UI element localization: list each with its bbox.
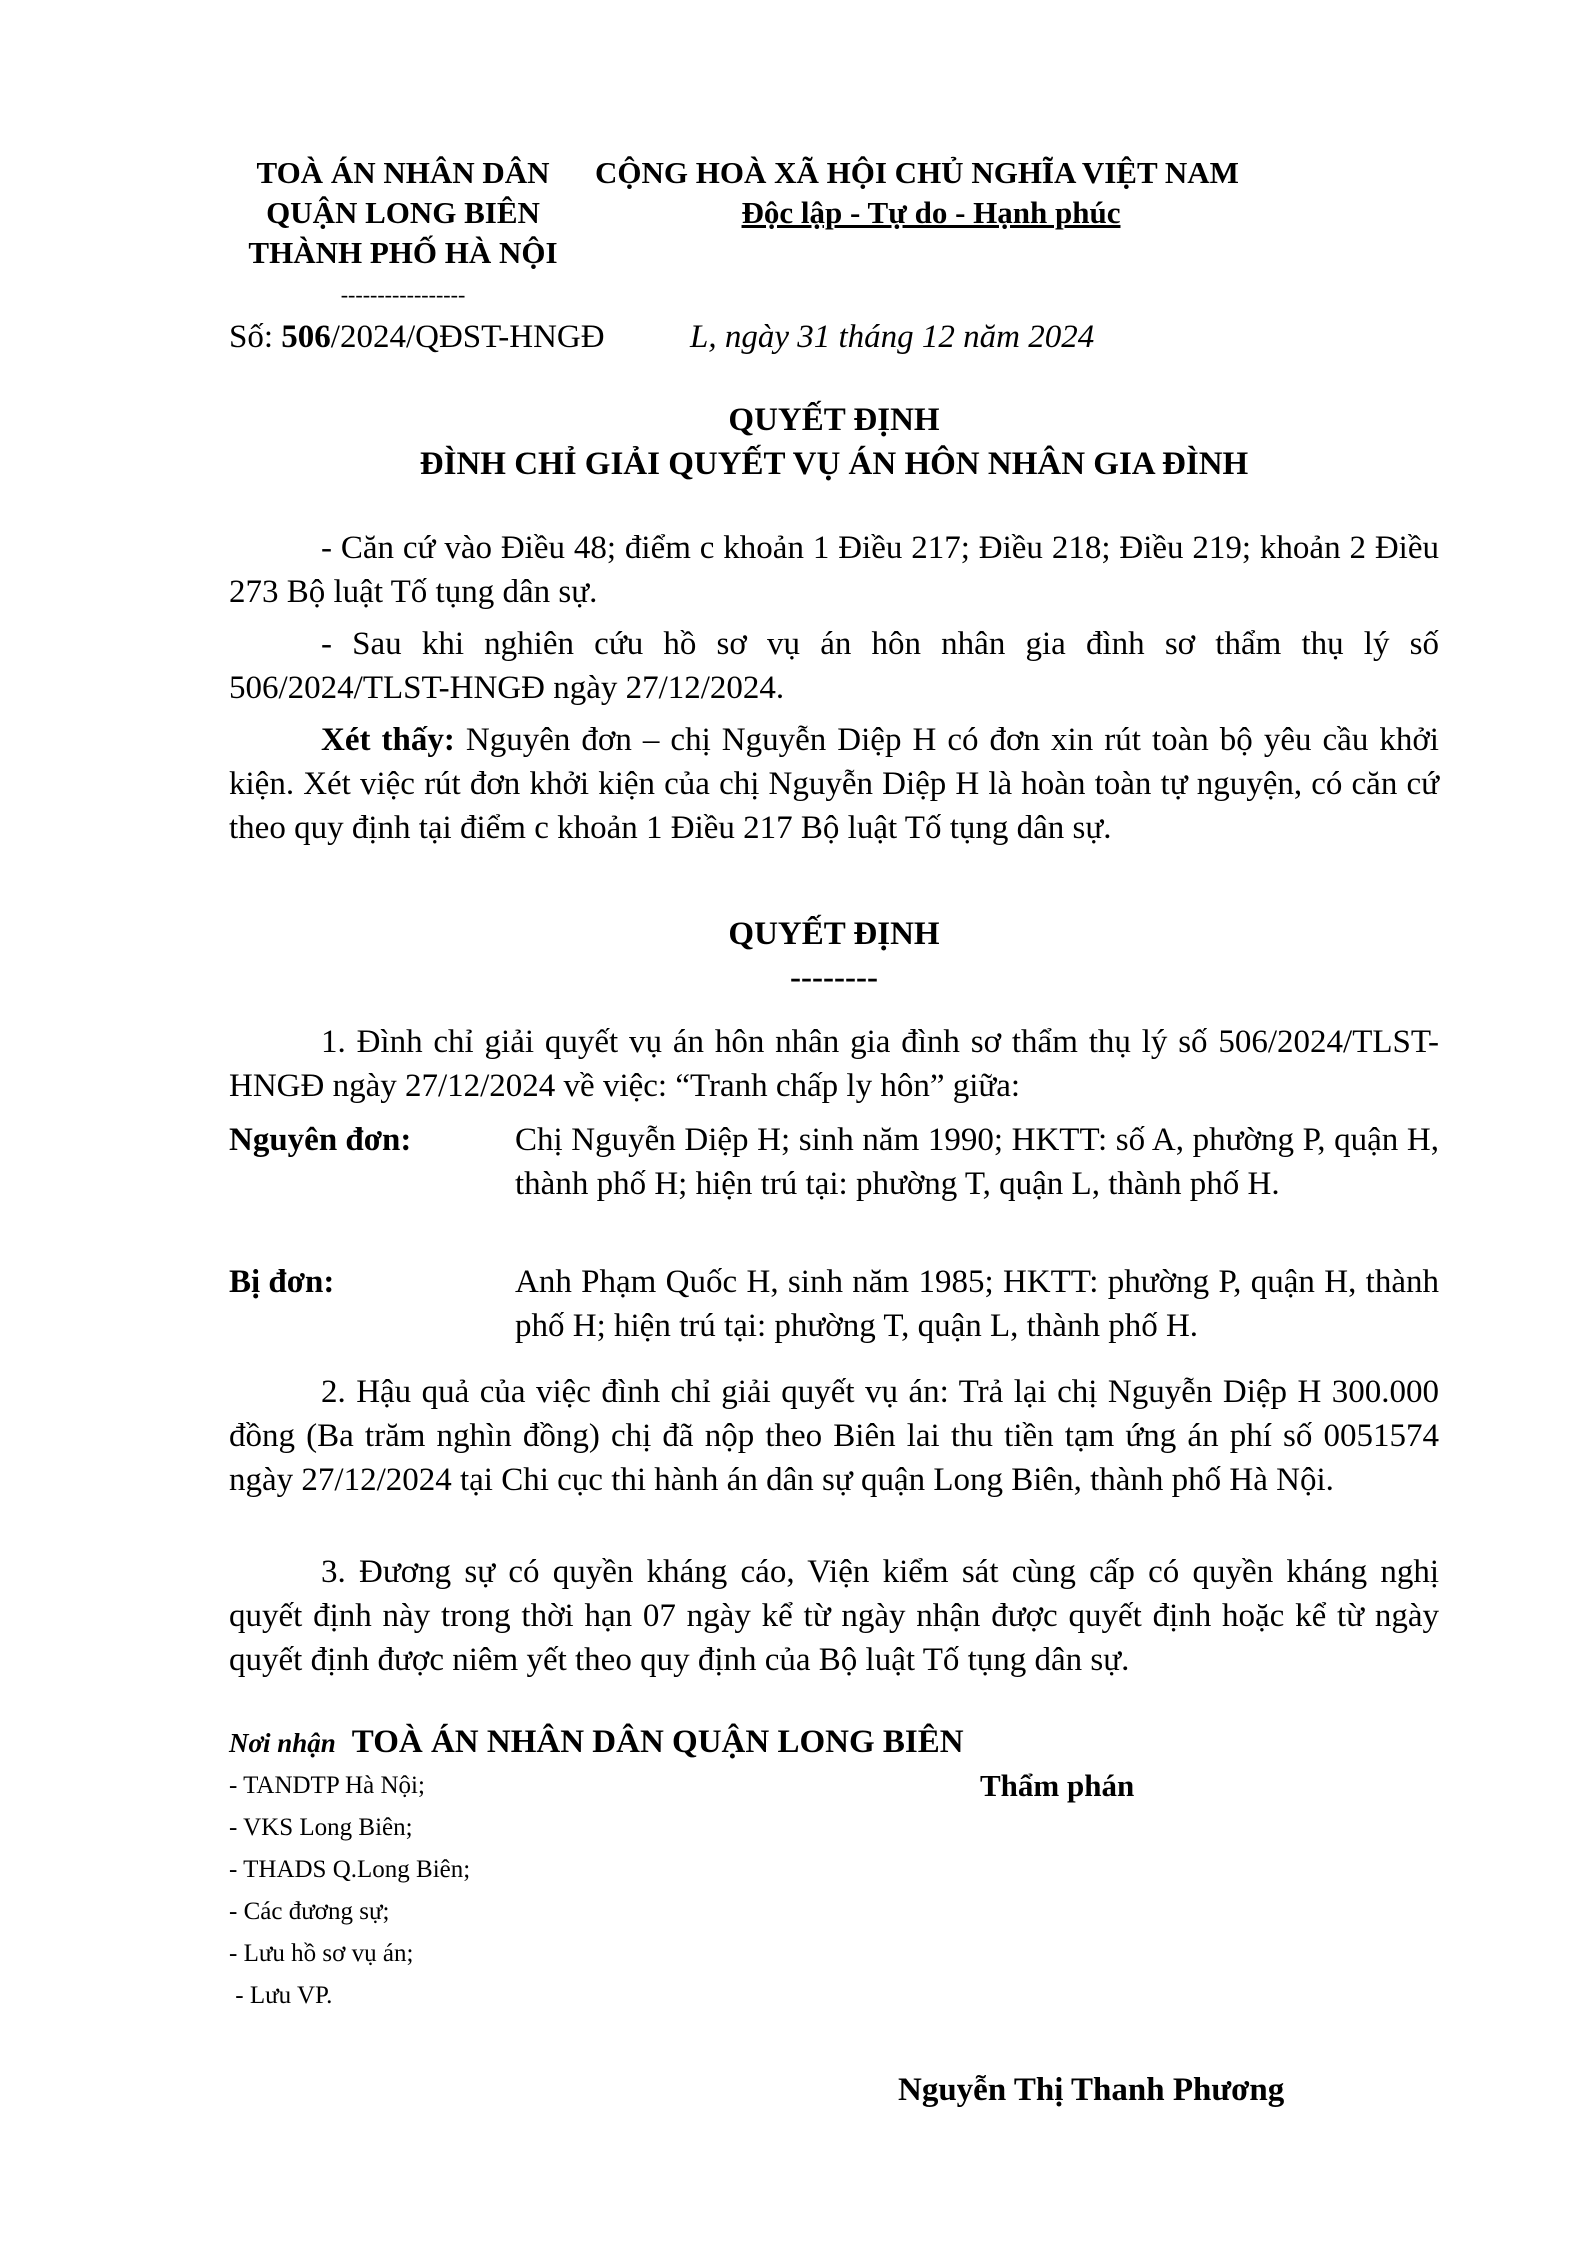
court-divider: ----------------- bbox=[340, 282, 466, 307]
decision-item-1: 1. Đình chỉ giải quyết vụ án hôn nhân gia đình sơ thẩm thụ lý số 506/2024/TLST-HNGĐ ngày 27/12/2024 về việc: “Tranh chấp ly hôn” giữa: bbox=[229, 1024, 1439, 1104]
decision-divider: -------- bbox=[790, 960, 878, 996]
legal-basis-1: - Căn cứ vào Điều 48; điểm c khoản 1 Điều 217; Điều 218; Điều 219; khoản 2 Điều 273 Bộ luật Tố tụng dân sự. bbox=[229, 530, 1439, 610]
decision-subtitle: ĐÌNH CHỈ GIẢI QUYẾT VỤ ÁN HÔN NHÂN GIA ĐÌNH bbox=[419, 446, 1249, 482]
considering-text: Nguyên đơn – chị Nguyễn Diệp H có đơn xin rút toàn bộ yêu cầu khởi kiện. Xét việc rút đơn khởi kiện của chị Nguyễn Diệp H là hoàn toàn tự nguyện, có căn cứ theo quy định tại điểm c khoản 1 Điều 217 Bộ luật Tố tụng dân sự. bbox=[229, 722, 1439, 846]
recipient-item: - TANDTP Hà Nội; bbox=[229, 1772, 425, 1799]
recipient-item: - THADS Q.Long Biên; bbox=[229, 1856, 471, 1883]
plaintiff-label: Nguyên đơn: bbox=[229, 1122, 412, 1158]
motto-wrap bbox=[595, 193, 1267, 233]
doc-number-suffix: /2024/QĐST-HNGĐ bbox=[330, 319, 605, 355]
court-signature-block: TOÀ ÁN NHÂN DÂN QUẬN LONG BIÊN bbox=[351, 1724, 964, 1760]
court-name-line3: THÀNH PHỐ HÀ NỘI bbox=[248, 235, 558, 270]
recipient-item: - Lưu hồ sơ vụ án; bbox=[229, 1940, 414, 1967]
recipient-item: - Lưu VP. bbox=[229, 1982, 333, 2009]
court-name-line1: TOÀ ÁN NHÂN DÂN bbox=[256, 155, 550, 190]
doc-number-prefix: Số: bbox=[229, 319, 282, 355]
signer-title: Thẩm phán bbox=[980, 1768, 1135, 1803]
motto: Độc lập - Tự do - Hạnh phúc bbox=[741, 195, 1121, 230]
recipient-item: - Các đương sự; bbox=[229, 1898, 390, 1925]
decision-title: QUYẾT ĐỊNH bbox=[728, 402, 940, 438]
legal-basis-2: - Sau khi nghiên cứu hồ sơ vụ án hôn nhân gia đình sơ thẩm thụ lý số 506/2024/TLST-HNGĐ ngày 27/12/2024. bbox=[229, 626, 1439, 706]
place-date: L, ngày 31 tháng 12 năm 2024 bbox=[690, 319, 1095, 355]
document-number bbox=[229, 315, 605, 359]
signer-name: Nguyễn Thị Thanh Phương bbox=[898, 2072, 1285, 2108]
recipient-item: - VKS Long Biên; bbox=[229, 1814, 413, 1841]
nation-name: CỘNG HOÀ XÃ HỘI CHỦ NGHĨA VIỆT NAM bbox=[595, 155, 1239, 190]
recipients-label: Nơi nhận bbox=[229, 1728, 336, 1758]
court-name-line2: QUẬN LONG BIÊN bbox=[266, 195, 540, 230]
considering-paragraph bbox=[229, 718, 1439, 850]
defendant-details: Anh Phạm Quốc H, sinh năm 1985; HKTT: phường P, quận H, thành phố H; hiện trú tại: phường T, quận L, thành phố H. bbox=[515, 1264, 1439, 1344]
defendant-label: Bị đơn: bbox=[229, 1264, 335, 1300]
doc-number-value: 506 bbox=[281, 319, 331, 355]
decision-heading: QUYẾT ĐỊNH bbox=[728, 916, 940, 952]
considering-label: Xét thấy: bbox=[321, 722, 455, 758]
footer-line bbox=[229, 1724, 964, 1761]
decision-item-3: 3. Đương sự có quyền kháng cáo, Viện kiểm sát cùng cấp có quyền kháng nghị quyết định này trong thời hạn 07 ngày kể từ ngày nhận được quyết định hoặc kể từ ngày quyết định được niêm yết theo quy định của Bộ luật Tố tụng dân sự. bbox=[229, 1554, 1439, 1678]
plaintiff-details: Chị Nguyễn Diệp H; sinh năm 1990; HKTT: số A, phường P, quận H, thành phố H; hiện trú tại: phường T, quận L, thành phố H. bbox=[515, 1122, 1439, 1202]
decision-item-2: 2. Hậu quả của việc đình chỉ giải quyết vụ án: Trả lại chị Nguyễn Diệp H 300.000 đồng (Ba trăm nghìn đồng) chị đã nộp theo Biên lai thu tiền tạm ứng án phí số 0051574 ngày 27/12/2024 tại Chi cục thi hành án dân sự quận Long Biên, thành phố Hà Nội. bbox=[229, 1374, 1439, 1498]
